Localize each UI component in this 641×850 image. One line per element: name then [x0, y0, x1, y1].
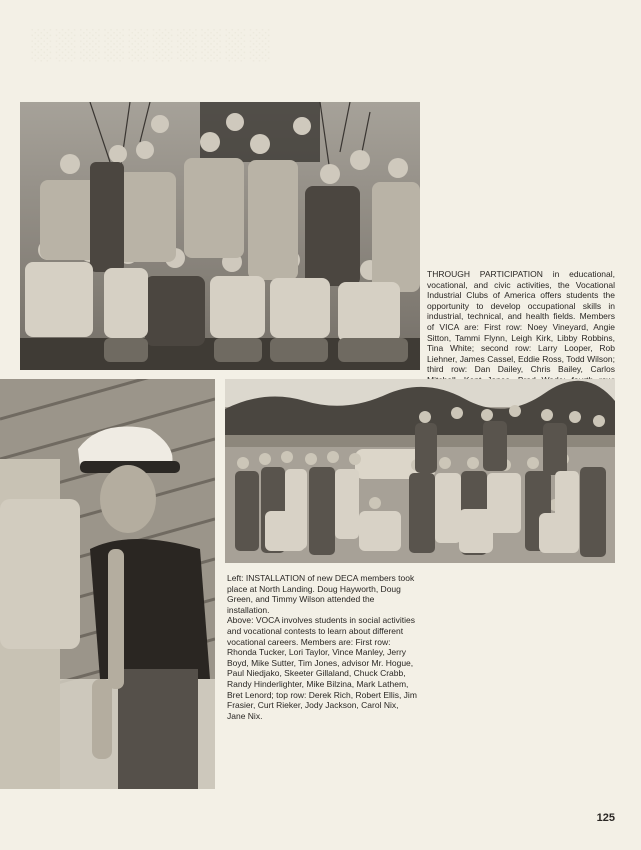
page-number: 125 [596, 812, 615, 824]
deca-installation-photo [0, 379, 215, 789]
bleed-through-heading: ░░░░░░░░░░ [30, 28, 273, 61]
deca-caption: Left: INSTALLATION of new DECA members took place at North Landing. Doug Hayworth, Doug Green, and Timmy Wilson attended the installation. [227, 573, 415, 615]
vica-caption: THROUGH PARTICIPATION in educational, vocational, and civic activities, the Vocational Industrial Clubs of America offers students the opportunity to develop occupational skills in industrial, technical, and health fields. Members of VICA are: First row: Noey Vineyard, Angie Sitton, Tammi Flynn, Leigh Kirk, Libby Robbins, Tina White; second row: Larry Looper, Rob Liehner, James Cassel, Eddie Ross, Todd Wilson; third row: Dan Dailey, Chris Bailey, Carlos [427, 269, 615, 375]
deca-voca-captions [227, 573, 417, 721]
voca-caption: Above: VOCA involves students in social activities and vocational contests to learn about different vocational careers. Members are: First row: Rhonda Tucker, Lori Taylor, Vince Manley, Jerry Boyd, Mike Sutter, Tim Jones, advisor Mr. Hogue, Paul Niedjako, Skeeter Gillaland, Chuck Crabb, Randy Hinderlighter, Mike Bilzina, Mark Lathem, Bret Lenord; top row: Derek Rich, Robert Ellis, Jim Frasier, Curt Rieker, Jody Jackson, Carol Nix, Jane Nix. [227, 615, 417, 721]
vica-group-photo [20, 102, 420, 370]
voca-group-photo [225, 379, 615, 563]
